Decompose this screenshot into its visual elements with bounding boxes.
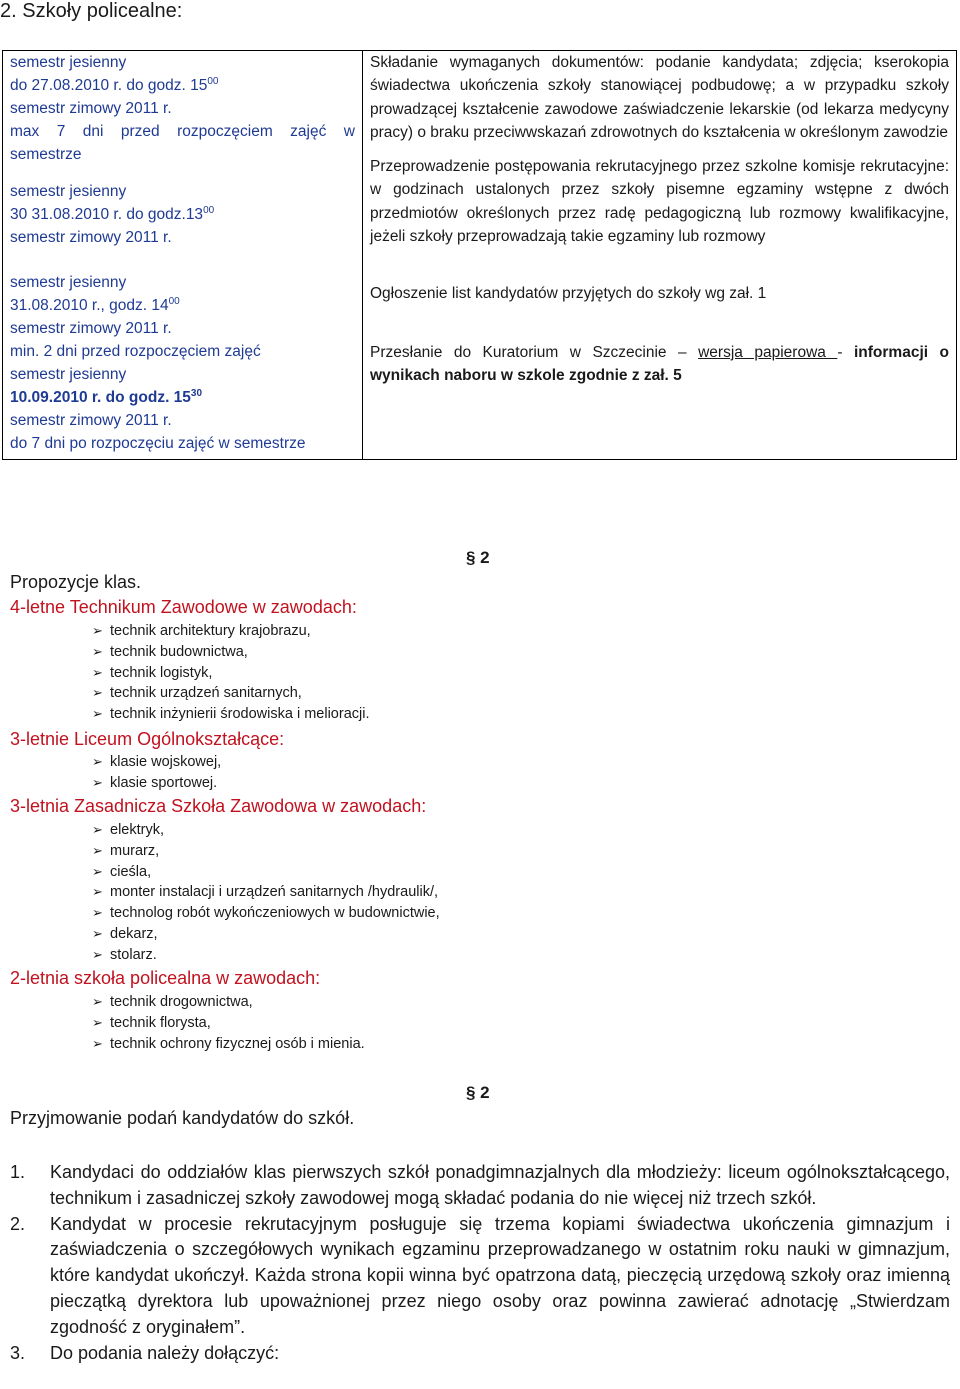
list-item: ➢ technolog robót wykończeniowych w budownictwie, (92, 903, 440, 924)
list-item: ➢ technik inżynierii środowiska i melioracji. (92, 704, 369, 725)
category-list (92, 621, 369, 725)
date-line: semestr zimowy 2011 r. (10, 412, 172, 429)
date-line: min. 2 dni przed rozpoczęciem zajęć (10, 343, 261, 360)
schedule-actions-cell (363, 51, 957, 460)
list-item: ➢ klasie sportowej. (92, 773, 221, 794)
schedule-row (3, 51, 957, 460)
step-recruitment: Przeprowadzenie postępowania rekrutacyjnego przez szkolne komisje rekrutacyjne: w godzinach ustalonych przez szkoły pisemne egzaminy wstępne z dwóch przedmiotów określonych przez radę pedagogiczną lub rozmowy kwalifikacyjne, jeżeli szkoły przeprowadzają takie egzaminy lub rozmowy (370, 158, 949, 246)
date-line: semestr jesienny (10, 54, 127, 71)
step-submission: Przesłanie do Kuratorium w Szczecinie – wersja papierowa - informacji o wynikach naboru w szkole zgodnie z zał. 5 (370, 343, 950, 384)
list-item: ➢ elektryk, (92, 820, 440, 841)
proposals-title: Propozycje klas. (10, 572, 142, 592)
rule-item: 1. Kandydaci do oddziałów klas pierwszych szkół ponadgimnazjalnych dla młodzieży: liceum ogólnokształcącego, technikum i zasadniczej szkoły zawodowej mogą składać podania do nie więcej niż trzech szkół. (10, 1162, 950, 1208)
list-item: ➢ technik urządzeń sanitarnych, (92, 683, 369, 704)
category-title: 3-letnia Zasadnicza Szkoła Zawodowa w zawodach: (10, 796, 427, 816)
schedule-table (2, 50, 957, 460)
section-heading: 2. Szkoły policealne: (0, 0, 183, 22)
list-item: ➢ technik architektury krajobrazu, (92, 621, 369, 642)
schedule-dates-cell (3, 51, 363, 460)
date-line: semestr jesienny (10, 274, 127, 291)
step-announcement: Ogłoszenie list kandydatów przyjętych do szkoły wg zał. 1 (370, 285, 767, 303)
list-item: ➢ murarz, (92, 841, 440, 862)
rule-item: 2. Kandydat w procesie rekrutacyjnym posługuje się trzema kopiami świadectwa ukończenia gimnazjum i zaświadczenia o szczegółowych wynikach egzaminu przeprowadzanego w ostatnim roku nauki w gimnazjum, które kandydat ukończył. Każda strona kopii winna być opatrzona datą, pieczęcią urzędową szkoły oraz imienną pieczątką dyrektora lub upoważnionej przez niego osoby oraz powinna zawierać adnotację „Stwierdzam zgodność z oryginałem”. (10, 1213, 950, 1337)
rules-list (10, 1160, 950, 1366)
date-line: semestr zimowy 2011 r. (10, 229, 172, 246)
category-title: 4-letne Technikum Zawodowe w zawodach: (10, 597, 357, 617)
date-line: do 27.08.2010 r. do godz. $15^{00}$ (10, 75, 219, 94)
date-line: do 7 dni po rozpoczęciu zajęć w semestrze (10, 435, 306, 452)
category-title: 2-letnia szkoła policealna w zawodach: (10, 968, 321, 988)
list-item: ➢ technik logistyk, (92, 663, 369, 684)
list-item: ➢ klasie wojskowej, (92, 752, 221, 773)
date-line: semestr zimowy 2011 r. (10, 320, 172, 337)
admission-title: Przyjmowanie podań kandydatów do szkół. (10, 1108, 355, 1128)
section-marker: § 2 (466, 548, 490, 567)
section-marker: § 2 (466, 1083, 490, 1102)
category-list (92, 752, 221, 794)
category-list (92, 992, 365, 1054)
date-line: semestr jesienny (10, 366, 127, 383)
date-line: 10.09.2010 r. do godz. $15^{30}$ (10, 387, 203, 406)
list-item: ➢ cieśla, (92, 862, 440, 883)
list-item: ➢ dekarz, (92, 924, 440, 945)
category-list (92, 820, 440, 966)
list-item: ➢ technik budownictwa, (92, 642, 369, 663)
date-line: max 7 dni przed rozpoczęciem zajęć w (10, 123, 355, 140)
category-title: 3-letnie Liceum Ogólnokształcące: (10, 729, 285, 749)
list-item: ➢ monter instalacji i urządzeń sanitarnych /hydraulik/, (92, 882, 440, 903)
list-item: ➢ technik ochrony fizycznej osób i mienia. (92, 1034, 365, 1055)
list-item: ➢ technik drogownictwa, (92, 992, 365, 1013)
date-line: semestr zimowy 2011 r. (10, 100, 172, 117)
step-documents: Składanie wymaganych dokumentów: podanie kandydata; zdjęcia; kserokopia świadectwa ukończenia szkoły stanowiącej podbudowę; a w przypadku szkoły prowadzącej kształcenie zawodowe zaświadczenie lekarskie (od lekarza medycyny pracy) o braku przeciwwskazań zdrowotnych do kształcenia w określonym zawodzie (370, 54, 949, 141)
list-item: ➢ stolarz. (92, 945, 440, 966)
rule-item: 3. Do podania należy dołączyć: (10, 1342, 280, 1363)
date-line: semestrze (10, 146, 82, 163)
date-line: 31.08.2010 r., godz. $14^{00}$ (10, 295, 180, 314)
date-line: 30 31.08.2010 r. do $godz.13^{00}$ (10, 204, 215, 223)
date-line: semestr jesienny (10, 183, 127, 200)
list-item: ➢ technik florysta, (92, 1013, 365, 1034)
